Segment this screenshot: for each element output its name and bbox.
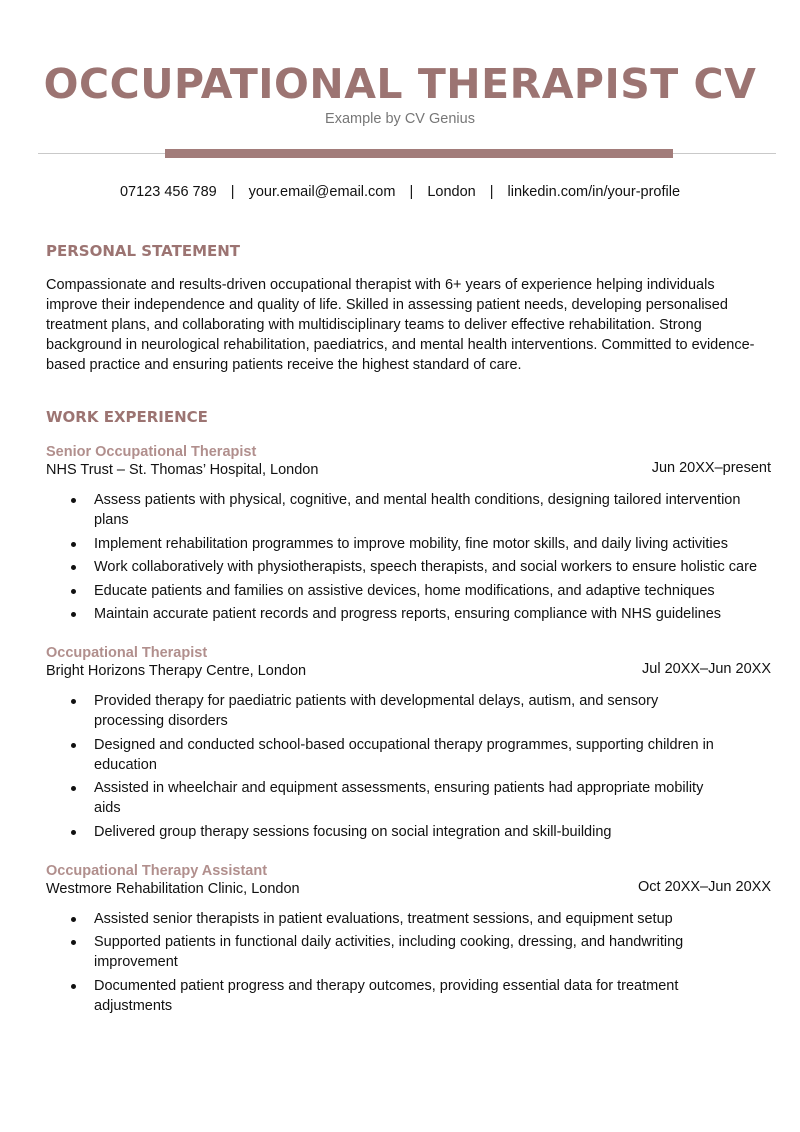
job-employer-line bbox=[46, 880, 771, 898]
contact-linkedin: linkedin.com/in/your-profile bbox=[507, 184, 681, 200]
job-title: Occupational Therapist bbox=[46, 645, 208, 661]
job-employer: Westmore Rehabilitation Clinic, London bbox=[46, 880, 300, 897]
page-title: OCCUPATIONAL THERAPIST CV bbox=[43, 60, 757, 108]
contact-separator: | bbox=[409, 184, 414, 200]
job-employer: NHS Trust – St. Thomas’ Hospital, London bbox=[46, 462, 319, 478]
job-title: Senior Occupational Therapist bbox=[46, 444, 257, 460]
page-subtitle: Example by CV Genius bbox=[325, 111, 475, 127]
job-entry bbox=[46, 862, 770, 1016]
divider-accent-bar bbox=[165, 149, 673, 158]
job-bullets bbox=[46, 490, 770, 624]
contact-location: London bbox=[427, 184, 476, 200]
job-employer: Bright Horizons Therapy Centre, London bbox=[46, 663, 307, 679]
job-entry bbox=[46, 443, 770, 624]
list-item: Assess patients with physical, cognitive, and mental health conditions, designing tailored intervention plans bbox=[46, 490, 770, 530]
contact-line bbox=[0, 184, 800, 200]
job-title: Occupational Therapy Assistant bbox=[46, 862, 268, 879]
job-employer-line bbox=[46, 461, 771, 479]
section-heading: WORK EXPERIENCE bbox=[46, 408, 208, 426]
job-dates: Oct 20XX–Jun 20XX bbox=[638, 878, 771, 895]
contact-email: your.email@email.com bbox=[248, 184, 396, 200]
list-item: Work collaboratively with physiotherapists, speech therapists, and social workers to ensure holistic care bbox=[46, 557, 770, 577]
work-experience-section bbox=[0, 408, 800, 1016]
job-entry bbox=[46, 644, 770, 842]
list-item: Assisted in wheelchair and equipment assessments, ensuring patients had appropriate mobility aids bbox=[46, 778, 770, 818]
list-item: Implement rehabilitation programmes to improve mobility, fine motor skills, and daily living activities bbox=[46, 534, 770, 554]
contact-separator: | bbox=[489, 184, 494, 200]
section-heading: PERSONAL STATEMENT bbox=[46, 242, 241, 260]
contact-separator: | bbox=[230, 184, 235, 200]
list-item: Educate patients and families on assistive devices, home modifications, and adaptive techniques bbox=[46, 581, 770, 601]
cv-header bbox=[0, 0, 800, 127]
list-item: Designed and conducted school-based occupational therapy programmes, supporting children in education bbox=[46, 735, 770, 775]
job-bullets bbox=[46, 691, 770, 842]
personal-statement-text: Compassionate and results-driven occupational therapist with 6+ years of experience helping individuals improve their independence and quality of life. Skilled in assessing patient needs, developing personalised treatment plans, and collaborating with multidisciplinary teams to deliver effective rehabilitation. Strong background in neurological rehabilitation, paediatrics, and mental health interventions. Committed to evidence-based practice and ensuring patients receive the highest standard of care. bbox=[46, 277, 755, 373]
list-item: Provided therapy for paediatric patients with developmental delays, autism, and sensory processing disorders bbox=[46, 691, 770, 731]
list-item: Assisted senior therapists in patient evaluations, treatment sessions, and equipment setup bbox=[46, 909, 770, 929]
list-item: Documented patient progress and therapy outcomes, providing essential data for treatment adjustments bbox=[46, 976, 770, 1016]
list-item: Delivered group therapy sessions focusing on social integration and skill-building bbox=[46, 822, 770, 842]
job-employer-line bbox=[46, 662, 771, 680]
list-item: Maintain accurate patient records and progress reports, ensuring compliance with NHS guidelines bbox=[46, 604, 770, 624]
job-dates: Jun 20XX–present bbox=[651, 460, 771, 476]
job-dates: Jul 20XX–Jun 20XX bbox=[642, 661, 771, 677]
contact-phone: 07123 456 789 bbox=[119, 184, 217, 200]
header-divider bbox=[0, 147, 800, 161]
job-bullets bbox=[46, 909, 770, 1016]
personal-statement-section bbox=[0, 242, 800, 375]
list-item: Supported patients in functional daily activities, including cooking, dressing, and handwriting improvement bbox=[46, 932, 770, 972]
